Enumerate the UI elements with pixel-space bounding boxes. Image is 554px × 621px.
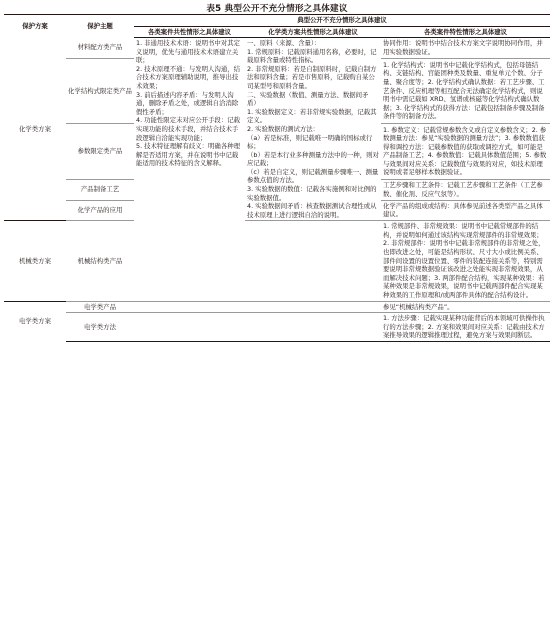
empty-cell <box>134 313 381 342</box>
scheme-cell: 化学类方案 <box>19 124 51 133</box>
suggestions-table <box>4 14 550 342</box>
specific-suggestion-cell: 工艺步骤和工艺条件：记载工艺步骤和工艺条件（工艺参数、催化剂、反应气氛等）。 <box>381 179 550 200</box>
subject-cell: 参数限定类产品 <box>66 123 134 179</box>
common-suggestion-cell: 1. 非通用技术术语：说明书中对其定义说明，优先与通用技术术语建立关联； 2. 技术原理不通：与发明人沟通，结合技术方案原理辅助说明，推导出技术效果； 3. 前后描述内容矛盾：与发明人沟通，删除矛盾之处，或逻辑自洽消除假性矛盾； 4. 功能性限定未对应公开手段：记载实现功能的技术手段，并结合技术手段逻辑自洽能实现功能； 5. 技术特征理解有歧义：明确各种理解是否适用方案，并在说明书中记载能适用的技术特征的含义解释。 <box>136 39 240 168</box>
table-row <box>4 313 550 342</box>
specific-suggestion-cell: 参见“机械结构类产品”。 <box>381 301 550 313</box>
subject-cell: 化学产品的应用 <box>66 200 134 221</box>
subject-cell: 化学结构式限定类产品 <box>66 58 134 123</box>
header-scheme: 保护方案 <box>4 15 66 38</box>
header-subject: 保护主题 <box>66 15 134 38</box>
table-row <box>4 38 550 59</box>
specific-suggestion-cell: 1. 化学结构式：说明书中记载化学结构式，包括母链结构、支链结构、官能团种类及数量、重复单元个数、分子量、聚合度等；2. 化学结构式确认数据：若工艺步骤、工艺条件、反应机理等相互配合无法确定化学结构式，则说明书中需记载如 XRD、氢谱或核磁等化学结构式确认数据；3. 化学结构式的获得方法：记载包括制备步骤及制备条件等的制备方法。 <box>381 58 550 123</box>
subject-cell: 材料配方类产品 <box>77 43 123 52</box>
table-row <box>4 301 550 313</box>
specific-suggestion-cell: 1. 参数定义：记载常规参数含义或自定义参数含义；2. 参数测量方法：参见“实验数据的测量方法”；3. 参数数值获得和调控方法：记载参数值的获取或调控方式，如可能是产品制备工艺；4. 参数数值：记载具体数值范围；5. 参数与效果间对应关系：记载数值与效果的对应，如技术原理说明或者足够样本数据验证。 <box>381 123 550 179</box>
subject-cell: 电学类产品 <box>66 301 134 313</box>
table-caption: 表5 典型公开不充分情形之具体建议 <box>206 4 348 14</box>
specific-suggestion-cell: 1. 常规部件、非常规效果：说明书中记载常规部件的结构，并说明如何通过该结构实现常规部件的非常规效果； 2. 非常规部件：说明书中记载非常规部件的非常规之处，也即改进之处，可能是结构形状、尺寸大小或比例关系、部件间设置的设置位置、零件的装配连接关系等，特别需要说明非常规数据验证该改进之处能实现非常规效果，从而解决技术问题；3. 两部件配合结构，实现某种效果：若某种效果是非常规效果，说明书中记载两部件配合实现某种效果的工作原理和/或两部件具体的配合结构设计。 <box>381 221 550 301</box>
subject-cell: 机械结构类产品 <box>66 221 134 301</box>
header-specific: 各类案件特性情形之具体建议 <box>381 26 550 38</box>
table-row <box>4 221 550 301</box>
specific-suggestion-cell: 化学产品的组成或结构：具体参见前述各类型产品之具体建议。 <box>381 200 550 221</box>
header-group: 典型公开不充分情形之具体建议 <box>134 15 550 27</box>
table-body <box>4 38 550 342</box>
empty-cell <box>134 301 381 313</box>
specific-suggestion-cell: 协同作用：说明书中结合技术方案文字说明协同作用，并用实验数据验证。 <box>383 39 543 57</box>
subject-cell: 产品制备工艺 <box>66 179 134 200</box>
header-common: 各类案件共性情形之具体建议 <box>134 26 245 38</box>
scheme-cell: 电学类方案 <box>4 301 66 341</box>
empty-cell <box>245 221 381 301</box>
specific-suggestion-cell: 1. 方法步骤：记载实现某种功能背后的本领域可供操作执行的方法步骤；2. 方案和效果间对应关系：记载由技术方案推导效果的逻辑推理过程，避免方案与效果间断层。 <box>381 313 550 342</box>
subject-cell: 电学类方法 <box>66 313 134 342</box>
chem-common-suggestion-cell: 一、原料（来源、含量）： 1. 常规原料：记载原料通用名称，必要时，记载原料含量或特性指标。 2. 非常规原料：若是自制原料时，记载自制方法和原料含量；若是市售原料，记载购自某公司某型号和原料含量。 二、实验数据（数值、测量方法、数据间矛盾） 1. 实验数据定义：若非常规实验数据，记载其定义。 2. 实验数据的测试方法： （a）若是标准，则记载唯一明确的国标或行标； （b）若是本行业多种测量方法中的一种，则对应记载； （c）若是自定义，则记载测量步骤唯一、测量参数点值的方法。 3. 实验数据的数值：记载各实施例和对比例的实验数据值。 4. 实验数据间矛盾：核查数据测试合理性或从技术原理上进行逻辑自洽的说明。 <box>247 39 379 219</box>
header-chem-common: 化学类方案共性情形之具体建议 <box>245 26 381 38</box>
scheme-cell: 机械类方案 <box>4 221 66 301</box>
